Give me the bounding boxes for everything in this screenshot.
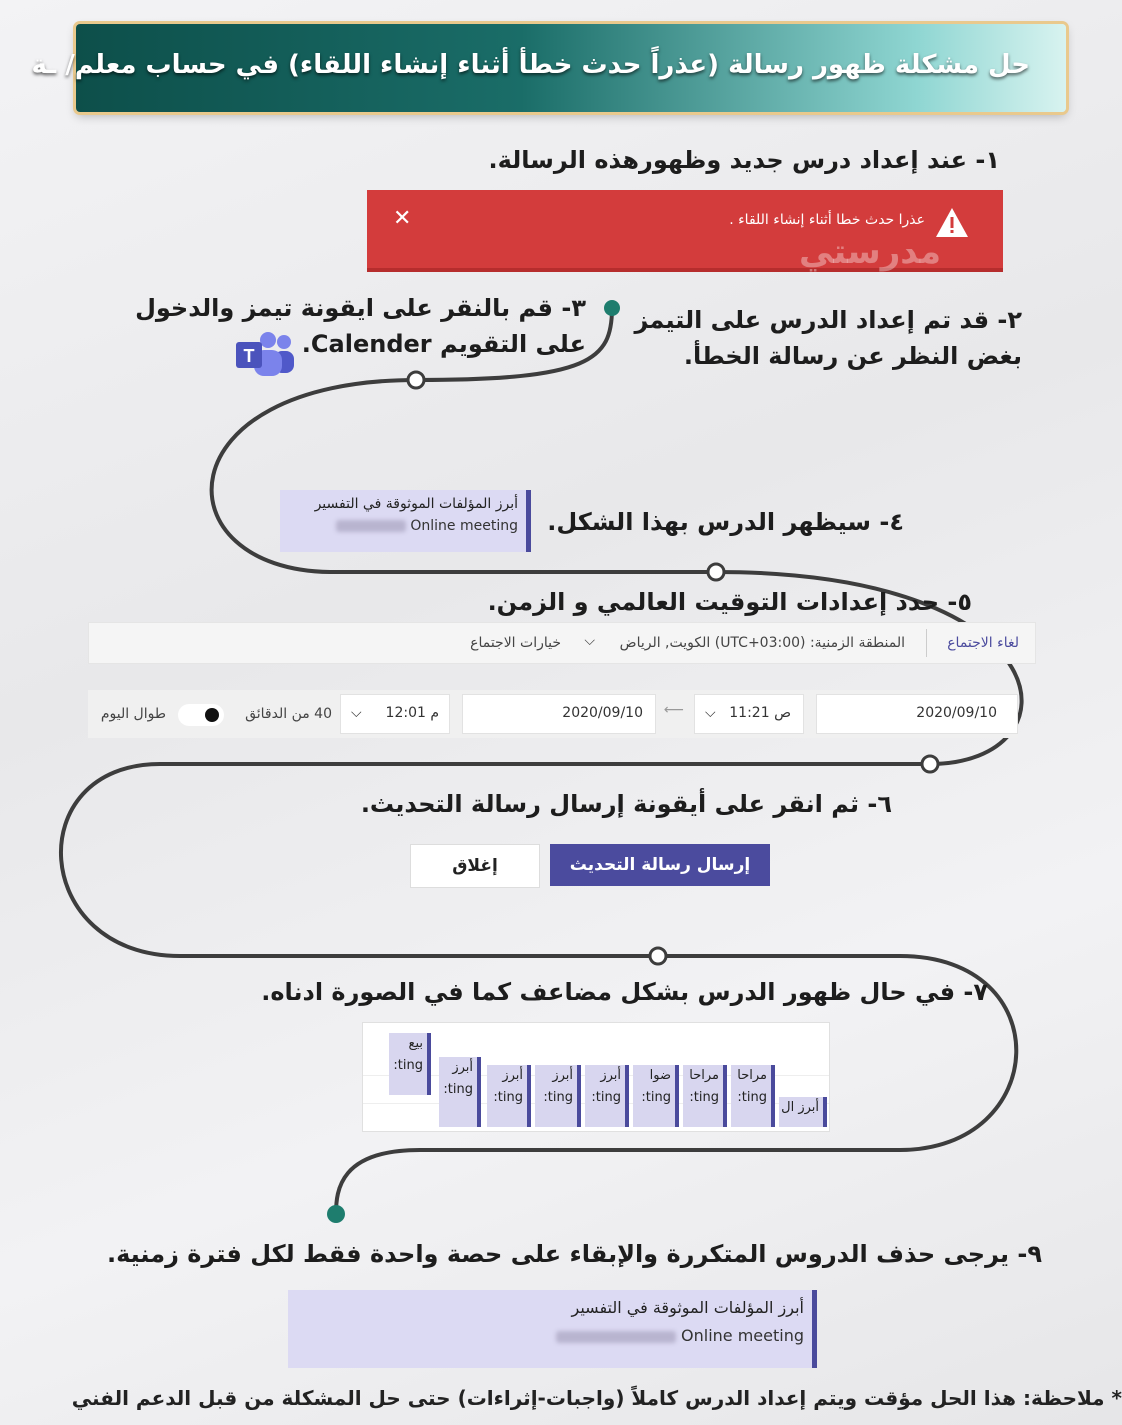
cancel-meeting-link[interactable]: لغاء الاجتماع [947,635,1019,651]
error-bar [367,190,1003,272]
svg-text:T: T [243,346,255,366]
end-time-field[interactable]: 12:01 م ⌵ [340,694,450,734]
lesson-subtitle: Online meeting [556,1326,804,1345]
path-dot-start [604,300,620,316]
title-banner [31,24,1066,112]
date-time-row [88,690,1018,738]
duplicate-lesson[interactable]: بيع ting: [389,1033,431,1095]
close-button[interactable]: إغلاق [410,844,540,888]
timezone-label[interactable]: المنطقة الزمنية: (UTC+03:00) الكويت, الرياض [619,635,905,651]
meeting-settings-bar [88,622,1036,664]
step-4-text: ٤- سيظهر الدرس بهذا الشكل. [547,508,904,536]
duplicate-lesson[interactable]: أبرز ting: [585,1065,629,1127]
duration-label: 40 من الدقائق [245,706,332,722]
teams-icon [236,332,296,376]
duplicate-lesson[interactable]: أبرز ting: [439,1057,481,1127]
footer-note: * ملاحظة: هذا الحل مؤقت ويتم إعداد الدرس كاملاً (واجبات-إثراءات) حتى حل المشكلة من قبل الدعم الفني [71,1386,1122,1410]
step-2-text: ٢- قد تم إعداد الدرس على التيمز بغض النظر عن رسالة الخطأ. [634,306,1022,370]
duplicate-lesson[interactable]: أبرز ting: [535,1065,581,1127]
step-5-text: ٥- حدد إعدادات التوقيت العالمي و الزمن. [487,588,972,616]
lesson-title: أبرز المؤلفات الموثوقة في التفسير [571,1298,804,1317]
duplicate-lesson[interactable]: أبرز ting: [487,1065,531,1127]
step-9-text: ٩- يرجى حذف الدروس المتكررة والإبقاء على حصة واحدة فقط لكل فترة زمنية. [106,1240,1042,1268]
lesson-card-small[interactable] [280,490,531,552]
duplicate-lesson[interactable]: مراحا ting: [731,1065,775,1127]
duplicate-lesson[interactable]: أبرز ال [779,1097,827,1127]
end-date-field[interactable]: 2020/09/10 [462,694,656,734]
duplicate-lesson[interactable]: ضوا ting: [633,1065,679,1127]
duplicate-lesson[interactable]: مراحا ting: [683,1065,727,1127]
lesson-title: أبرز المؤلفات الموثوقة في التفسير [314,496,518,512]
calendar-grid [362,1022,830,1132]
step-1-text: ١- عند إعداد درس جديد وظهورهذه الرسالة. [488,146,1000,174]
meeting-options[interactable]: خيارات الاجتماع [470,635,561,651]
lesson-card-large[interactable] [288,1290,817,1368]
path-dot-end [327,1205,345,1223]
lesson-subtitle: Online meeting [336,518,518,534]
step-6-text: ٦- ثم انقر على أيقونة إرسال رسالة التحديث. [360,790,892,818]
chevron-down-icon[interactable]: ⌵ [584,633,595,649]
start-date-field[interactable]: 2020/09/10 [816,694,1018,734]
watermark: مدرستي [799,232,941,272]
page-title: حل مشكلة ظهور رسالة (عذراً حدث خطأ أثناء إنشاء اللقاء) في حساب معلم/ ـة [31,50,1030,80]
close-icon[interactable]: ✕ [393,206,412,231]
send-update-button[interactable]: إرسال رسالة التحديث [550,844,770,886]
all-day-toggle[interactable] [178,704,224,726]
step-3-text: ٣- قم بالنقر على ايقونة تيمز والدخول على التقويم Calender. [135,294,586,358]
all-day-label: طوال اليوم [100,706,166,722]
start-time-field[interactable]: 11:21 ص ⌵ [694,694,804,734]
arrow-icon: ⟵ [663,702,684,718]
step-7-text: ٧- في حال ظهور الدرس بشكل مضاعف كما في الصورة ادناه. [261,978,988,1006]
error-message: عذرا حدث خطا أثناء إنشاء اللقاء . [729,212,925,228]
